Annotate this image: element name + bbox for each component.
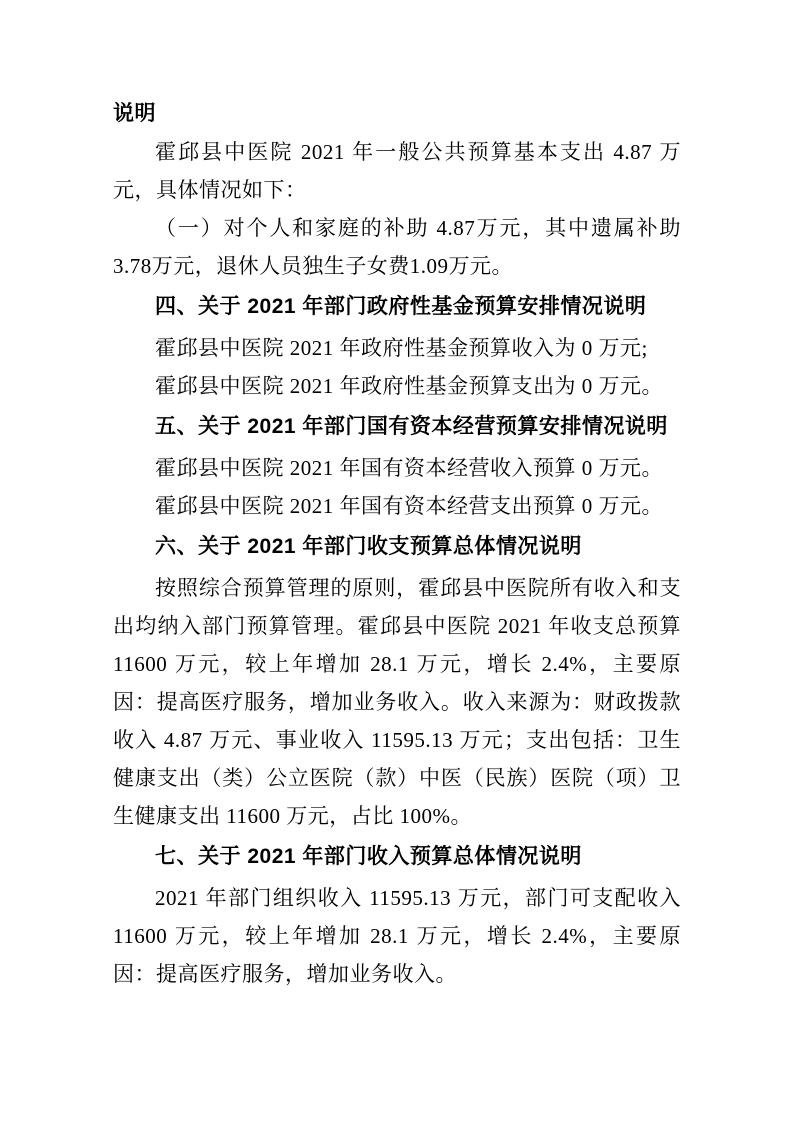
section-heading: 六、关于 2021 年部门收支预算总体情况说明 [155, 535, 582, 558]
body-paragraph: 2021 年部门组织收入 11595.13 万元，部门可支配收入 11600 万元，较上年增加 28.1 万元，增长 2.4%，主要原因：提高医疗服务，增加业务收入。 [113, 886, 681, 986]
document-content [113, 95, 681, 993]
section-heading: 七、关于 2021 年部门收入预算总体情况说明 [155, 845, 582, 868]
section-heading: 五、关于 2021 年部门国有资本经营预算安排情况说明 [155, 415, 668, 438]
body-paragraph: 按照综合预算管理的原则，霍邱县中医院所有收入和支出均纳入部门预算管理。霍邱县中医院 2021 年收支总预算 11600 万元，较上年增加 28.1 万元，增长 2.4%，主要原因：提高医疗服务，增加业务收入。收入来源为：财政拨款收入 4.87 万元、事业收入 11595.13 万元；支出包括：卫生健康支出（类）公立医院（款）中医（民族）医院（项）卫生健康支出 11600 万元，占比 100%。 [113, 576, 681, 828]
page-title: 说明 [113, 102, 156, 125]
body-paragraph: 霍邱县中医院 2021 年政府性基金预算支出为 0 万元。 [155, 374, 663, 398]
body-paragraph: 霍邱县中医院 2021 年一般公共预算基本支出 4.87 万元，具体情况如下： [113, 140, 681, 202]
body-paragraph: （一）对个人和家庭的补助 4.87万元，其中遗属补助3.78万元，退休人员独生子女费1.09万元。 [113, 216, 681, 278]
section-heading: 四、关于 2021 年部门政府性基金预算安排情况说明 [155, 295, 647, 318]
body-paragraph: 霍邱县中医院 2021 年政府性基金预算收入为 0 万元; [155, 336, 648, 360]
body-paragraph: 霍邱县中医院 2021 年国有资本经营支出预算 0 万元。 [155, 494, 663, 518]
body-paragraph: 霍邱县中医院 2021 年国有资本经营收入预算 0 万元。 [155, 456, 663, 480]
